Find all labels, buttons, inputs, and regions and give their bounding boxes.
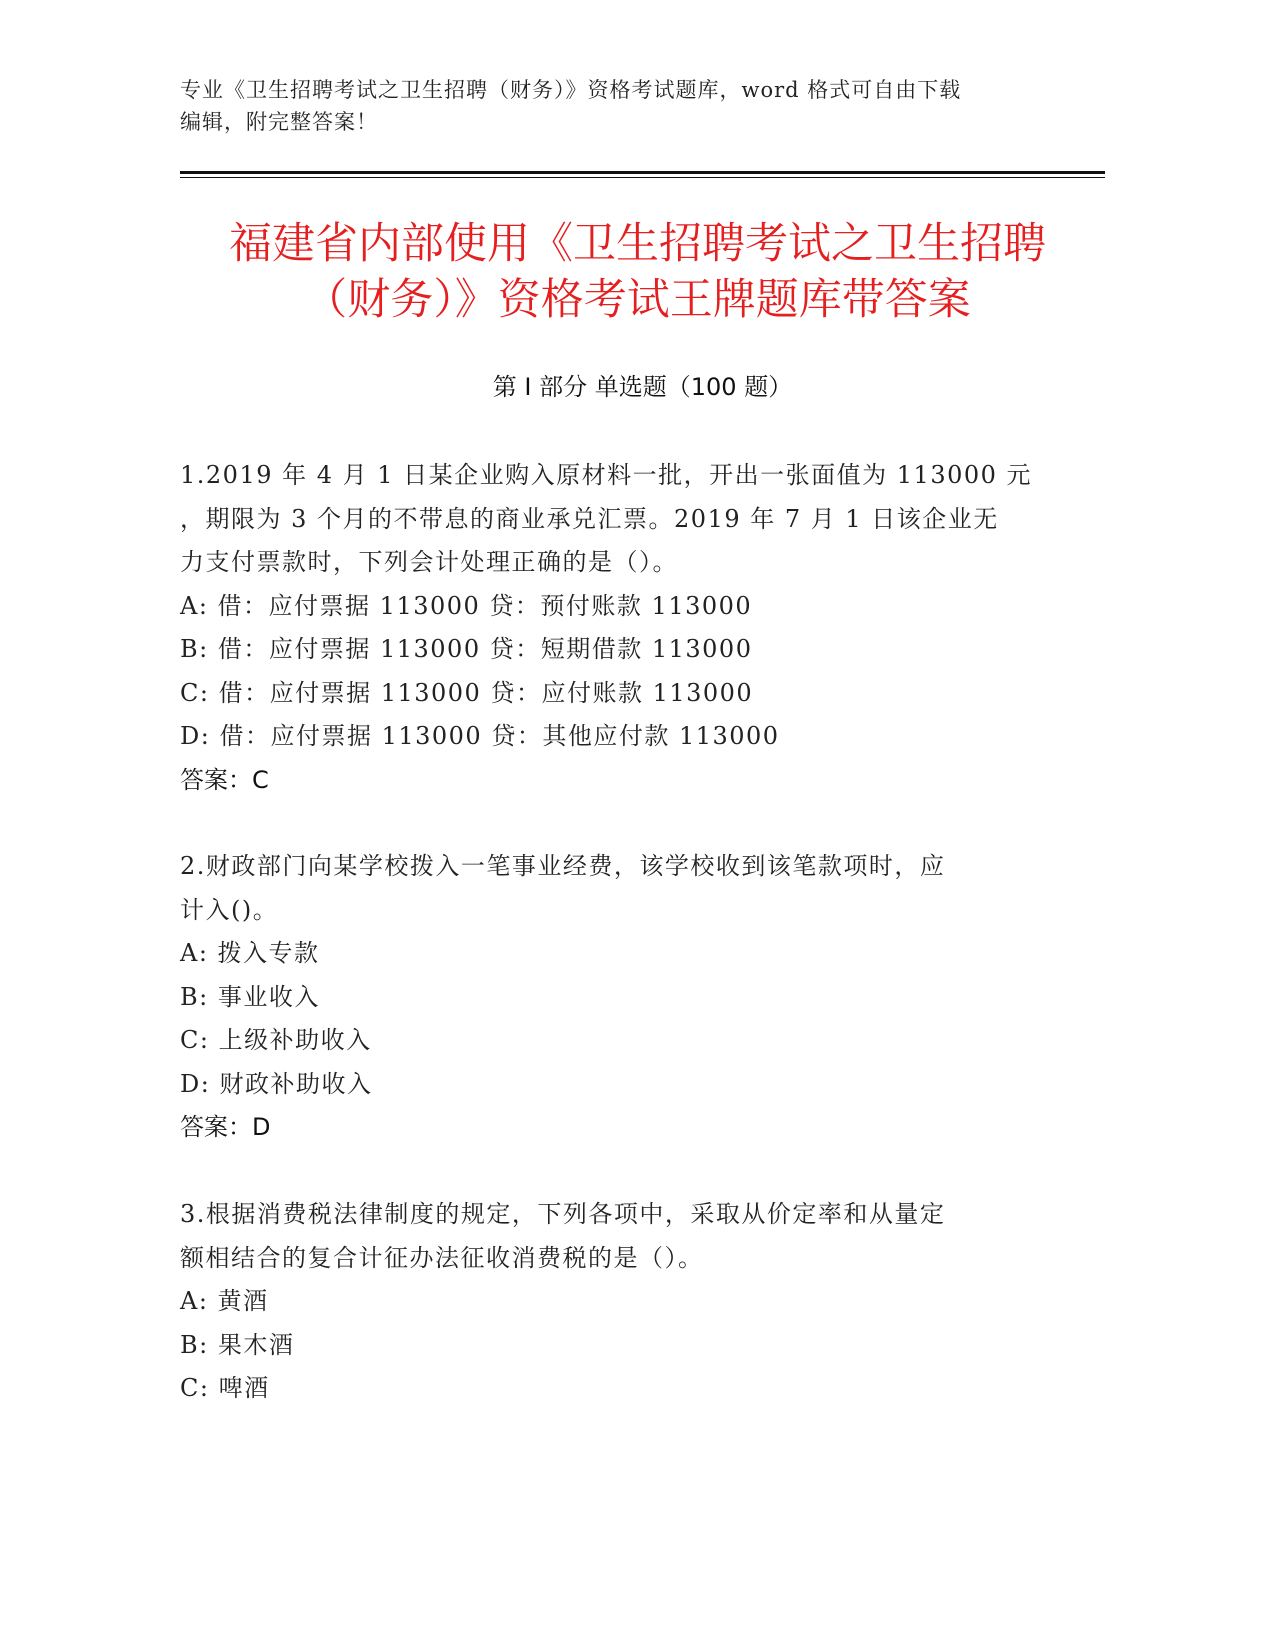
option-a: A: 借：应付票据 113000 贷：预付账款 113000 (180, 591, 753, 620)
option-a: A: 黄酒 (180, 1287, 269, 1315)
option-b: B: 事业收入 (180, 982, 320, 1011)
option-c: C: 借：应付票据 113000 贷：应付账款 113000 (180, 678, 754, 707)
document-title-line-2: （财务）》资格考试王牌题库带答案 (304, 275, 971, 325)
answer-line: 答案：D (180, 1113, 271, 1141)
question-stem: 2.财政部门向某学校拨入一笔事业经费，该学校收到该笔款项时，应 计入()。 (180, 852, 946, 924)
question-3 (180, 1193, 1060, 1411)
option-b: B: 借：应付票据 113000 贷：短期借款 113000 (180, 635, 753, 663)
header-note: 专业《卫生招聘考试之卫生招聘（财务）》资格考试题库，word 格式可自由下载 编辑，附完整答案！ (180, 78, 962, 134)
option-d: D: 财政补助收入 (180, 1069, 373, 1098)
option-d: D: 借：应付票据 113000 贷：其他应付款 113000 (180, 722, 780, 750)
header-divider-thick (180, 171, 1105, 174)
option-c: C: 啤酒 (180, 1374, 270, 1402)
answer-line: 答案：C (180, 765, 269, 794)
option-c: C: 上级补助收入 (180, 1026, 372, 1054)
question-1 (180, 454, 1060, 802)
header-divider-thin (180, 177, 1105, 178)
question-2 (180, 845, 1060, 1150)
option-b: B: 果木酒 (180, 1330, 295, 1359)
document-title-line-1: 福建省内部使用《卫生招聘考试之卫生招聘 (229, 219, 1046, 269)
question-stem: 3.根据消费税法律制度的规定，下列各项中，采取从价定率和从量定 额相结合的复合计征办法征收消费税的是（）。 (180, 1200, 946, 1272)
document-title (120, 216, 1155, 328)
section-title: 第 I 部分 单选题（100 题） (492, 373, 793, 401)
option-a: A: 拨入专款 (180, 939, 320, 967)
question-stem: 1.2019 年 4 月 1 日某企业购入原材料一批，开出一张面值为 113000 元 ，期限为 3 个月的不带息的商业承兑汇票。2019 年 7 月 1 日该企业无 力支付票款时，下列会计处理正确的是（）。 (180, 461, 1033, 576)
